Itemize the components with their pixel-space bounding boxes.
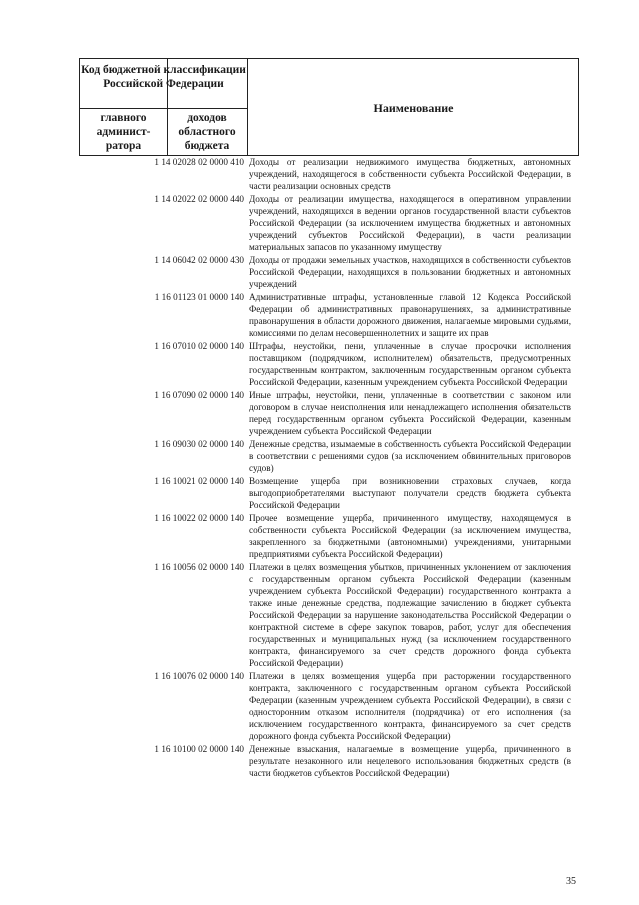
row-name: Прочее возмещение ущерба, причиненного имуществу, находящемуся в собственности субъекта Российской Федерации (за исключением имущества, закрепленного за бюджетными (автономными) учреждениями, унитарными предприятиями субъекта Российской Федерации)	[249, 513, 571, 559]
table-row	[79, 389, 579, 437]
row-name: Доходы от реализации имущества, находящегося в оперативном управлении учреждений, находящихся в ведении органов государственной власти субъектов Российской Федерации (за исключением имущества бюджетных и автономных учреждений субъектов Российской Федерации), в части реализации материальных запасов по указанному имуществу	[249, 194, 571, 252]
row-code: 1 16 07010 02 0000 140	[154, 341, 244, 351]
row-code: 1 14 06042 02 0000 430	[154, 255, 244, 265]
row-code: 1 16 10100 02 0000 140	[154, 744, 244, 754]
row-name: Доходы от продажи земельных участков, находящихся в собственности субъектов Российской Федерации, находящихся в пользовании бюджетных и автономных учреждений	[249, 255, 571, 289]
row-code: 1 16 01123 01 0000 140	[154, 292, 244, 302]
table-row	[79, 156, 579, 192]
row-code: 1 16 10021 02 0000 140	[154, 476, 244, 486]
row-name: Денежные средства, изымаемые в собственность субъекта Российской Федерации в соответствии с решениями судов (за исключением обвинительных приговоров судов)	[249, 439, 571, 473]
header-name: Наименование	[373, 101, 454, 115]
header-main-administrator: главного админист-ратора	[96, 112, 151, 152]
row-code: 1 16 09030 02 0000 140	[154, 439, 244, 449]
row-code: 1 16 10056 02 0000 140	[154, 562, 244, 572]
table-row	[79, 475, 579, 511]
row-name: Штрафы, неустойки, пени, уплаченные в случае просрочки исполнения поставщиком (подрядчиком, исполнителем) обязательств, предусмотренных государственным контрактом, заключенным государственным органом субъекта Российской Федерации, казенным учреждением субъекта Российской Федерации	[249, 341, 571, 387]
table-row	[79, 670, 579, 742]
table-row	[79, 291, 579, 339]
row-name: Платежи в целях возмещения убытков, причиненных уклонением от заключения с государственным органом субъекта Российской Федерации (казенным учреждением субъекта Российской Федерации) государственного контракта а также иные денежные средства, подлежащие зачислению в бюджет субъекта Российской Федерации за нарушение законодательства Российской Федерации о контрактной системе в сфере закупок товаров, работ, услуг для обеспечения государственных и муниципальных нужд (за исключением государственного контракта, финансируемого за счет средств дорожного фонда субъекта Российской Федерации)	[249, 562, 571, 668]
header-budget-code-group: Код бюджетной классификации Российской Федерации	[81, 64, 246, 90]
row-name: Возмещение ущерба при возникновении страховых случаев, когда выгодоприобретателями выступают получатели средств бюджета субъекта Российской Федерации	[249, 476, 571, 510]
table-row	[79, 561, 579, 669]
row-code: 1 14 02022 02 0000 440	[154, 194, 244, 204]
row-name: Платежи в целях возмещения ущерба при расторжении государственного контракта, заключенного с государственным органом субъекта Российской Федерации (казенным учреждением субъекта Российской Федерации), в связи с односторонним отказом исполнителя (подрядчика) от его исполнения (за исключением государственного контракта, финансируемого за счет средств дорожного фонда субъекта Российской Федерации)	[249, 671, 571, 741]
row-code: 1 16 10076 02 0000 140	[154, 671, 244, 681]
table-row	[79, 193, 579, 253]
row-code: 1 16 07090 02 0000 140	[154, 390, 244, 400]
row-name: Доходы от реализации недвижимого имущества бюджетных, автономных учреждений, находящегося в собственности субъекта Российской Федерации, в части реализации основных средств	[249, 157, 571, 191]
header-divider	[80, 108, 247, 109]
row-name: Денежные взыскания, налагаемые в возмещение ущерба, причиненного в результате незаконного или нецелевого использования бюджетных средств (в части бюджетов субъектов Российской Федерации)	[249, 744, 571, 778]
table-row	[79, 512, 579, 560]
row-name: Административные штрафы, установленные главой 12 Кодекса Российской Федерации об административных правонарушениях, за административные правонарушения в области дорожного движения, налагаемые мировыми судьями, комиссиями по делам несовершеннолетних и защите их прав	[249, 292, 571, 338]
page-number: 35	[566, 876, 576, 887]
table-row	[79, 340, 579, 388]
table-row	[79, 254, 579, 290]
table-row	[79, 438, 579, 474]
table-header	[79, 58, 579, 156]
header-regional-income: доходов областного бюджета	[178, 112, 236, 152]
row-name: Иные штрафы, неустойки, пени, уплаченные в соответствии с законом или договором в случае неисполнения или ненадлежащего исполнения обязательств перед государственным органом субъекта Российской Федерации, казенным учреждением субъекта Российской Федерации	[249, 390, 571, 436]
table-body	[79, 156, 579, 780]
row-code: 1 16 10022 02 0000 140	[154, 513, 244, 523]
table-row	[79, 743, 579, 779]
row-code: 1 14 02028 02 0000 410	[154, 157, 244, 167]
